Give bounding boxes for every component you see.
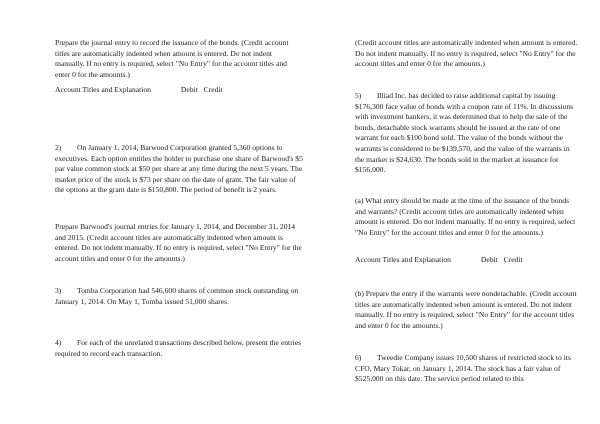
problem-5-part-a: (a) What entry should be made at the time of the issuance of the bonds and warrants? (Credit account titles are automatically indented when amount is entered. Do not indent manually. If no entry is required, select "No Entry" for the account titles and enter 0 for the amounts.) <box>355 196 576 237</box>
credit-account-note: (Credit account titles are automatically indented when amount is entered. Do not indent manually. If no entry is required, select "No Entry" for the account titles and enter 0 for the amounts.) <box>355 38 578 69</box>
credit-header: Credit <box>203 85 223 94</box>
problem-6-body: Tweedie Company issues 10,500 shares of restricted stock to its CFO, Mary Tokar, on January 1, 2014. The stock has a fair value of $525,000 on this date. The service period related to this <box>355 353 571 384</box>
journal-table-header <box>55 85 223 95</box>
problem-5-text <box>355 91 580 176</box>
problem-2-number: 2) <box>55 143 62 152</box>
account-titles-header-5a: Account Titles and Explanation <box>355 255 451 264</box>
problem-5-body: Illiad Inc. has decided to raise additional capital by issuing $176,300 face value of bonds with a coupon rate of 11%. In discussions with investment bankers, it was determined that to help the sale of the bonds, detachable stock warrants should be issued at the rate of one warrant for each $100 bond sold. The value of the bonds without the warrants is considered to be $139,570, and the value of the warrants in the market is $24,630. The bonds sold in the market at issuance for $156,000. <box>355 91 574 175</box>
problem-4-number: 4) <box>55 338 62 347</box>
problem-3-number: 3) <box>55 286 62 295</box>
problem-3-text <box>55 286 303 307</box>
credit-header-5a: Credit <box>503 255 523 264</box>
journal-table-header-5a <box>355 255 523 265</box>
problem-2-text <box>55 143 303 196</box>
journal-entry-instructions: Prepare the journal entry to record the issuance of the bonds. (Credit account titles are automatically indented when amount is entered. Do not indent manually. If no entry is required, select "No Entry" for the account titles and enter 0 for the amounts.) <box>55 38 289 79</box>
problem-5-number: 5) <box>355 91 362 100</box>
problem-2-body: On January 1, 2014, Barwood Corporation granted 5,360 options to executives. Each option entitles the holder to purchase one share of Barwood's $5 par value common stock at $50 per share at any time during the next 5 years. The market price of the stock is $73 per share on the date of grant. The fair value of the options at the grant date is $150,800. The period of benefit is 2 years. <box>55 143 303 195</box>
debit-header-5a: Debit <box>480 255 498 264</box>
problem-3-body: Tomba Corporation had 546,600 shares of common stock outstanding on January 1, 2014. On May 1, Tomba issued 51,000 shares. <box>55 286 299 306</box>
problem-2-instructions: Prepare Barwood's journal entries for January 1, 2014, and December 31, 2014 and 2015. (Credit account titles are automatically indented when amount is entered. Do not indent manually. If no entry is required, select "No Entry" for the account titles and enter 0 for the amounts.) <box>55 222 302 263</box>
debit-header: Debit <box>180 85 198 94</box>
problem-4-body: For each of the unrelated transactions described below, present the entries required to record each transaction. <box>55 338 302 358</box>
problem-6-number: 6) <box>355 353 362 362</box>
problem-6-text <box>355 353 580 385</box>
account-titles-header: Account Titles and Explanation <box>55 85 151 94</box>
problem-5-part-b: (b) Prepare the entry if the warrants were nondetachable. (Credit account titles are automatically indented when amount is entered. Do not indent manually. If no entry is required, select "No Entry" for the account titles and enter 0 for the amounts.) <box>355 289 577 330</box>
problem-4-text <box>55 338 303 359</box>
